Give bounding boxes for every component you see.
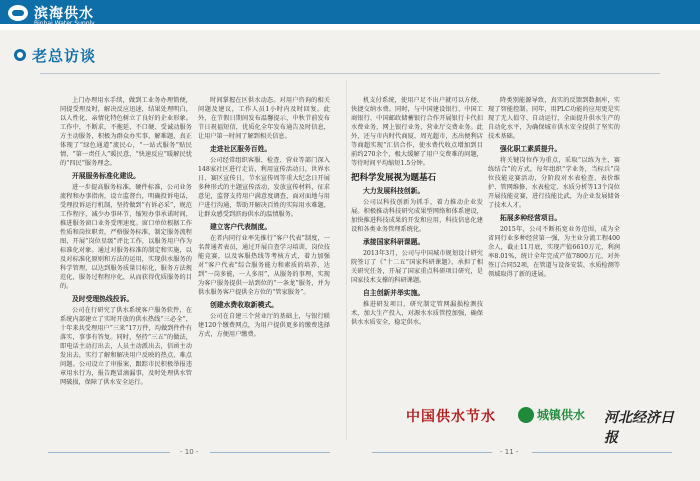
paragraph: 2013年3月，公司与中国城市规划设计研究院签订了《“十二五”国家科研课题》，承担了相关研究任务，开展了国家重点科研项目研究，是国家技术支撑的科研课题。 <box>351 250 483 284</box>
subheading: 走进社区服务百姓。 <box>210 145 272 153</box>
subheading: 及时受理热线投诉。 <box>72 295 134 303</box>
bullet-circle-icon <box>14 49 26 61</box>
text-column-2 <box>198 96 330 339</box>
header-band <box>0 0 700 30</box>
paragraph: 公司在行研究了供水系统客户服务软件，在系统内部建立了实时开放的供水热线“三必全”，十年来共受理用户“三来”17万件，均做到件件有落实，事事有答复。同时，坚持“三五”的做法，即电话主动打出去，人员主动派出去，信函主动发出去，实行了解和解决用户反映的热点、难点问题。公司设立了审报案，跟踪市民积极举报违章用水行为，报告跑冒滴漏事，及时处理供水管网破损，保障了供水安全运行。 <box>60 307 192 386</box>
paragraph: 公司在自建三个营业厅的基础上，与银行联建120个缴费网点，为用户提供更多的缴费选择方式，方便用户缴费。 <box>198 313 330 338</box>
logo <box>8 4 95 27</box>
footer-rule <box>532 452 672 453</box>
brand-hebei-daily: 河北经济日报 <box>604 410 674 446</box>
paragraph: 降类别能源导致，真实的反馈到数据库，实现了智能控制。同年，用PLC功能的应用更是实现了无人值守、自动运行，全面提升供水生产的自动化水平，为确保城市供水安全提供了坚实的技术基础。 <box>488 97 620 140</box>
subheading: 承接国家科研课题。 <box>363 238 425 246</box>
paragraph: 上门办理用水手续，做到工业务办理简便，同提受理及时，解决反应迅速，结果处理明白，以人性化、亲情化特色树立了良好的企业形象。工作中，不断求，不拖延，不口硬、受诚动服务方主动服务，积极为群众办实事，解难题，真正体现了“绿色通道”流民心，“一站式服务”贴民情、“第一责任人”暖民意，“快速反应”暖解民忧的“四民”服务理念。 <box>60 97 192 167</box>
footer-rule <box>372 452 492 453</box>
brand-urban-water-text: 城镇供水 <box>537 408 586 422</box>
subheading: 拓展多种经营项目。 <box>500 214 562 222</box>
page-number-right: - 11 - <box>500 448 519 456</box>
footer-rule <box>48 452 170 453</box>
logo-emblem-icon <box>8 5 28 21</box>
section-title: 老总访谈 <box>32 46 97 65</box>
logo-text: 滨海供水 <box>34 6 94 22</box>
paragraph: 推进研发项目，研究制定管网漏损检测技术，加大生产投入，对源水水质管控加强，确保供水水质安全，稳定供水。 <box>351 301 483 326</box>
subheading: 把科学发展视为题基石 <box>351 173 437 183</box>
brand-china-water: 中国供水节水 <box>406 409 496 425</box>
page-number-left: - 10 - <box>180 448 199 456</box>
subheading: 建立客户代表制度。 <box>210 223 272 231</box>
paragraph: 时间掌握在区供水动态。对用户咨询的相关问题及建议，工作人员1小时内及时回复。此外，在节假日期间发布温馨提示，中秋节前发布节日祝福短信，优质化全年发布通告及时信息，让用户第一时间了解到相关信息。 <box>198 97 330 140</box>
text-column-1 <box>60 96 192 387</box>
subheading: 创建水费收取新模式。 <box>210 301 278 309</box>
brand-urban-water <box>518 406 585 423</box>
paragraph: 在者内同行业率先推行“客户代表”制度，一名普通者表员，通过开展自查学习培训，岗位技能竞赛，以及客服热线等考核方式，着力加强对“客户代表”综合服务能力和素质的培养，达到“一岗多能，一人多用”，从服务的事理，实现为客户服务提供一站到位的“一条龙”服务，并为供水服务客户提供全方位的“管家服务”。 <box>198 235 330 296</box>
page-gutter <box>346 80 347 440</box>
brand-strip <box>406 406 676 446</box>
subheading: 大力发展科技创新。 <box>363 187 425 195</box>
subheading: 自主创新并举实施。 <box>363 289 425 297</box>
paragraph: 2015年，公司不断拓宽业务范围，成为全省同行业多种经营第一强，为主业分流工程400余人，截止11月底，实现产值6610万元，利润率8.01%，统计全年完成产值7800万元，对外签订合同52项，在管道与设备安装、水质检测等领域取得了新的进展。 <box>488 226 620 278</box>
section-heading <box>14 46 96 64</box>
footer-rule <box>210 452 330 453</box>
section-divider <box>40 73 660 74</box>
paragraph: 公司经常组织客服、检查、营业等部门深入148家社区进行走访，利用宣传活动日，世界水日、赛区宣传日，节水宣传周等重大纪念日开展多种形式的主题宣传活动，发放宣传材料，征求意见，监督支持用户满意度调查，面对面地与用户进行沟通，帮助开解决百姓的实际用水难题，让群众感受到滨海供水的温情服务。 <box>198 157 330 218</box>
paragraph: 进一步提高服务标准，硬件标准，公司业务流程和办事指南，设立监督台，明确投诉电话，受理投诉运行机制，坚持做到“有诉必采”，规范工作程序，减少办事环节，缩短办事承诺时间，推进服务窗口业务受理速度。窗口单位根据工作性质和岗位职责，严格服务标准，制定服务流程图，开展“岗位星级”评比工作，以服务用户作为标准化对象。通过对服务标准的制定和实施，以及对标准化原则和方法的运用，实现供水服务的科学管理，以达到服务质量目标化，服务方法规范化，服务过程程序化，从而获得优质服务的目的。 <box>60 184 192 290</box>
header-underline <box>0 24 700 30</box>
logo-subtext: Binhai Water Supply <box>34 20 95 27</box>
globe-icon <box>518 407 534 423</box>
text-column-4 <box>488 96 620 279</box>
subheading: 强化职工素质提升。 <box>500 145 562 153</box>
paragraph: 将关键岗位作为重点，采取“以练为主，赛练结合”的方式，每年组织“学业务，当标兵”岗位技能竞赛活动，分阶段对水表检查、表价维护、管网维修、水表检定、水质分析等13个岗位开展技能竞赛，进行技能比武，为企业发展储备了技术人才。 <box>488 157 620 209</box>
subheading: 开展服务标准化建设。 <box>72 172 140 180</box>
text-column-3 <box>351 96 483 327</box>
paragraph: 机支付系统，使用户足不出户就可以方便、快捷交纳水费。同时，与中国建设银行、中国工商银行、中国邮政储蓄银行合作开展银行卡代扣水费业务，网上银行业务，营业厅交费业务。此外，还与市内时代商厦、周光超市，杰出便利店等商超实现“汇信合作，使水费代收点增加到目前约270余个，极大缓解了用户交费难的问题，等待时间平均缩短1.5分钟。 <box>351 97 483 167</box>
paragraph: 公司以科技创新为抓手，着力推动企业发展。积极推动科技研究成果型网络和体系建设，加快推进科技成果的开发和应用，科技信息化建设和各类业务管理系统化。 <box>351 199 483 233</box>
